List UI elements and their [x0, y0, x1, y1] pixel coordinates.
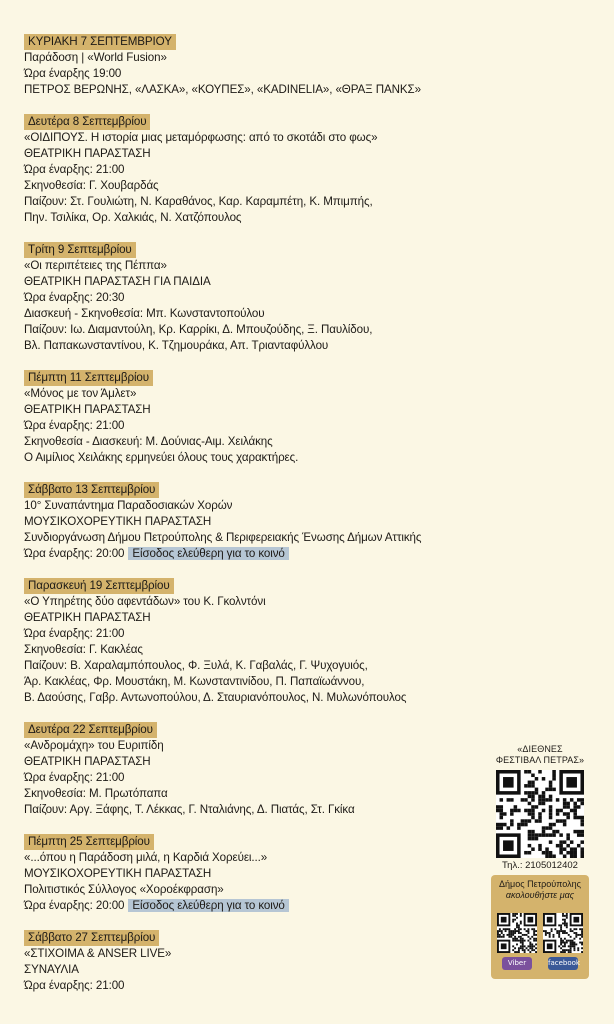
- event-block: [24, 370, 494, 466]
- event-date: Σάββατο 13 Σεπτεμβρίου: [24, 482, 159, 498]
- event-schedule: [24, 34, 494, 1010]
- event-detail-text: ΘΕΑΤΡΙΚΗ ΠΑΡΑΣΤΑΣΗ: [24, 147, 151, 160]
- event-detail-line: [24, 594, 494, 610]
- event-block: [24, 114, 494, 226]
- event-block: [24, 34, 494, 98]
- event-detail-text: Ώρα έναρξης: 20:30: [24, 291, 125, 304]
- event-detail-text: Ώρα έναρξης: 20:00: [24, 899, 125, 912]
- facebook-qr-code[interactable]: [543, 913, 583, 953]
- event-detail-line: [24, 962, 494, 978]
- event-date: Τρίτη 9 Σεπτεμβρίου: [24, 242, 136, 258]
- event-detail-line: [24, 434, 494, 450]
- event-detail-text: «Ανδρομάχη» του Ευριπίδη: [24, 739, 164, 752]
- event-detail-line: [24, 66, 494, 82]
- event-detail-text: Ώρα έναρξης: 20:00: [24, 547, 125, 560]
- sidebar: [490, 744, 590, 979]
- free-entry-badge: Είσοδος ελεύθερη για το κοινό: [128, 547, 288, 560]
- event-detail-line: [24, 162, 494, 178]
- event-detail-text: Παίζουν: Β. Χαραλαμπόπουλος, Φ. Ξυλά, Κ. Γαβαλάς, Γ. Ψυχογυιός,: [24, 659, 368, 672]
- event-detail-line: [24, 498, 494, 514]
- event-detail-text: Ο Αιμίλιος Χειλάκης ερμηνεύει όλους τους χαρακτήρες.: [24, 451, 299, 464]
- event-date: Πέμπτη 25 Σεπτεμβρίου: [24, 834, 154, 850]
- event-detail-line: [24, 738, 494, 754]
- event-detail-line: [24, 626, 494, 642]
- event-detail-text: ΠΕΤΡΟΣ ΒΕΡΩΝΗΣ, «ΛΑΣΚΑ», «ΚΟΥΠΕΣ», «KADINELIA», «ΘΡΑΞ ΠΑΝΚΣ»: [24, 83, 421, 96]
- event-detail-text: «Οι περιπέτειες της Πέππα»: [24, 259, 167, 272]
- event-detail-text: Πολιτιστικός Σύλλογος «Χοροέκφραση»: [24, 883, 224, 896]
- event-block: [24, 578, 494, 706]
- event-detail-line: [24, 642, 494, 658]
- event-detail-text: Σκηνοθεσία - Διασκευή: Μ. Δούνιας-Αιμ. Χειλάκης: [24, 435, 273, 448]
- event-detail-text: ΣΥΝΑΥΛΙΑ: [24, 963, 79, 976]
- event-date: Σάββατο 27 Σεπτεμβρίου: [24, 930, 159, 946]
- event-detail-line: [24, 338, 494, 354]
- event-detail-line: [24, 258, 494, 274]
- event-detail-line: [24, 322, 494, 338]
- event-detail-text: «...όπου η Παράδοση μιλά, η Καρδιά Χορεύει...»: [24, 851, 268, 864]
- event-detail-line: [24, 402, 494, 418]
- event-detail-line: [24, 690, 494, 706]
- event-detail-text: Ώρα έναρξης: 21:00: [24, 419, 125, 432]
- event-detail-text: Παίζουν: Ιω. Διαμαντούλη, Κρ. Καρρίκι, Δ. Μπουζούδης, Ξ. Παυλίδου,: [24, 323, 373, 336]
- event-detail-text: Ώρα έναρξης: 21:00: [24, 163, 125, 176]
- event-detail-text: ΜΟΥΣΙΚΟΧΟΡΕΥΤΙΚΗ ΠΑΡΑΣΤΑΣΗ: [24, 515, 212, 528]
- event-detail-text: Β. Δαούσης, Γαβρ. Αντωνοπούλου, Δ. Σταυριανόπουλος, Ν. Μυλωνόπουλος: [24, 691, 407, 704]
- event-detail-line: [24, 866, 494, 882]
- event-detail-text: ΘΕΑΤΡΙΚΗ ΠΑΡΑΣΤΑΣΗ: [24, 403, 151, 416]
- event-detail-text: Ώρα έναρξης 19:00: [24, 67, 122, 80]
- event-detail-line: [24, 290, 494, 306]
- event-date: ΚΥΡΙΑΚΗ 7 ΣΕΠΤΕΜΒΡΙΟΥ: [24, 34, 176, 50]
- festival-label-line1: «ΔΙΕΘΝΕΣ: [517, 744, 563, 754]
- event-detail-text: Σκηνοθεσία: Γ. Χουβαρδάς: [24, 179, 159, 192]
- event-detail-text: «Ο Υπηρέτης δύο αφεντάδων» του Κ. Γκολντόνι: [24, 595, 266, 608]
- event-detail-line: [24, 882, 494, 898]
- event-block: [24, 834, 494, 914]
- event-detail-text: Ώρα έναρξης: 21:00: [24, 627, 125, 640]
- event-detail-text: ΘΕΑΤΡΙΚΗ ΠΑΡΑΣΤΑΣΗ: [24, 755, 151, 768]
- event-detail-line: [24, 386, 494, 402]
- event-detail-text: ΘΕΑΤΡΙΚΗ ΠΑΡΑΣΤΑΣΗ: [24, 611, 151, 624]
- event-block: [24, 722, 494, 818]
- event-detail-text: «ΟΙΔΙΠΟΥΣ. Η ιστορία μιας μεταμόρφωσης: από το σκοτάδι στο φως»: [24, 131, 378, 144]
- event-detail-text: Πην. Τσιλίκα, Ορ. Χαλκιάς, Ν. Χατζόπουλος: [24, 211, 242, 224]
- event-detail-line: [24, 546, 494, 562]
- festival-label-line2: ΦΕΣΤΙΒΑΛ ΠΕΤΡΑΣ»: [495, 755, 585, 765]
- event-detail-line: [24, 514, 494, 530]
- event-block: [24, 930, 494, 994]
- event-detail-line: [24, 770, 494, 786]
- event-detail-text: ΘΕΑΤΡΙΚΗ ΠΑΡΑΣΤΑΣΗ ΓΙΑ ΠΑΙΔΙΑ: [24, 275, 211, 288]
- event-detail-text: Συνδιοργάνωση Δήμου Πετρούπολης & Περιφερειακής Ένωσης Δήμων Αττικής: [24, 531, 422, 544]
- event-detail-line: [24, 530, 494, 546]
- event-detail-text: Παίζουν: Αργ. Ξάφης, Τ. Λέκκας, Γ. Νταλιάνης, Δ. Πιατάς, Στ. Γκίκα: [24, 803, 355, 816]
- event-detail-text: ΜΟΥΣΙΚΟΧΟΡΕΥΤΙΚΗ ΠΑΡΑΣΤΑΣΗ: [24, 867, 212, 880]
- event-detail-line: [24, 754, 494, 770]
- event-detail-text: Διασκευή - Σκηνοθεσία: Μπ. Κωνσταντοπούλου: [24, 307, 265, 320]
- event-date: Πέμπτη 11 Σεπτεμβρίου: [24, 370, 153, 386]
- event-detail-line: [24, 450, 494, 466]
- viber-icon[interactable]: Viber: [502, 957, 532, 970]
- event-detail-line: [24, 610, 494, 626]
- event-date: Παρασκευή 19 Σεπτεμβρίου: [24, 578, 174, 594]
- event-detail-text: Παράδοση | «World Fusion»: [24, 51, 167, 64]
- event-detail-text: Ώρα έναρξης: 21:00: [24, 979, 125, 992]
- event-detail-line: [24, 418, 494, 434]
- viber-qr-code[interactable]: [497, 913, 537, 953]
- phone-number: Τηλ.: 2105012402: [502, 860, 578, 871]
- event-detail-text: «Μόνος με τον Άμλετ»: [24, 387, 137, 400]
- event-detail-text: Άρ. Κακλέας, Φρ. Μουστάκη, Μ. Κωνσταντινίδου, Π. Παπαϊωάννου,: [24, 675, 365, 688]
- event-date: Δευτέρα 22 Σεπτεμβρίου: [24, 722, 157, 738]
- free-entry-badge: Είσοδος ελεύθερη για το κοινό: [128, 899, 288, 912]
- event-block: [24, 242, 494, 354]
- follow-us-card: [491, 875, 589, 979]
- event-detail-text: Σκηνοθεσία: Μ. Πρωτόπαπα: [24, 787, 168, 800]
- event-detail-line: [24, 802, 494, 818]
- municipality-name: Δήμος Πετρούπολης: [499, 879, 581, 889]
- event-detail-line: [24, 274, 494, 290]
- event-detail-line: [24, 946, 494, 962]
- event-detail-line: [24, 50, 494, 66]
- event-block: [24, 482, 494, 562]
- event-detail-line: [24, 130, 494, 146]
- event-detail-line: [24, 306, 494, 322]
- event-detail-line: [24, 146, 494, 162]
- event-detail-line: [24, 978, 494, 994]
- event-detail-line: [24, 850, 494, 866]
- event-detail-line: [24, 898, 494, 914]
- event-detail-line: [24, 658, 494, 674]
- festival-qr-code[interactable]: [496, 770, 584, 858]
- event-detail-line: [24, 82, 494, 98]
- event-detail-text: Παίζουν: Στ. Γουλιώτη, Ν. Καραθάνος, Καρ. Καραμπέτη, Κ. Μπιμπής,: [24, 195, 373, 208]
- event-detail-text: Βλ. Παπακωνσταντίνου, Κ. Τζημουράκα, Απ. Τριανταφύλλου: [24, 339, 329, 352]
- event-detail-line: [24, 674, 494, 690]
- event-detail-line: [24, 786, 494, 802]
- event-detail-text: Ώρα έναρξης: 21:00: [24, 771, 125, 784]
- event-detail-line: [24, 178, 494, 194]
- event-detail-text: 10° Συναπάντημα Παραδοσιακών Χορών: [24, 499, 233, 512]
- facebook-icon[interactable]: facebook: [548, 957, 578, 970]
- follow-us-label: ακολουθήστε μας: [505, 890, 575, 900]
- event-detail-text: Σκηνοθεσία: Γ. Κακλέας: [24, 643, 143, 656]
- event-detail-text: «ΣΤΙΧΟΙΜΑ & ANSER LIVE»: [24, 947, 172, 960]
- event-detail-line: [24, 194, 494, 210]
- event-date: Δευτέρα 8 Σεπτεμβρίου: [24, 114, 150, 130]
- event-detail-line: [24, 210, 494, 226]
